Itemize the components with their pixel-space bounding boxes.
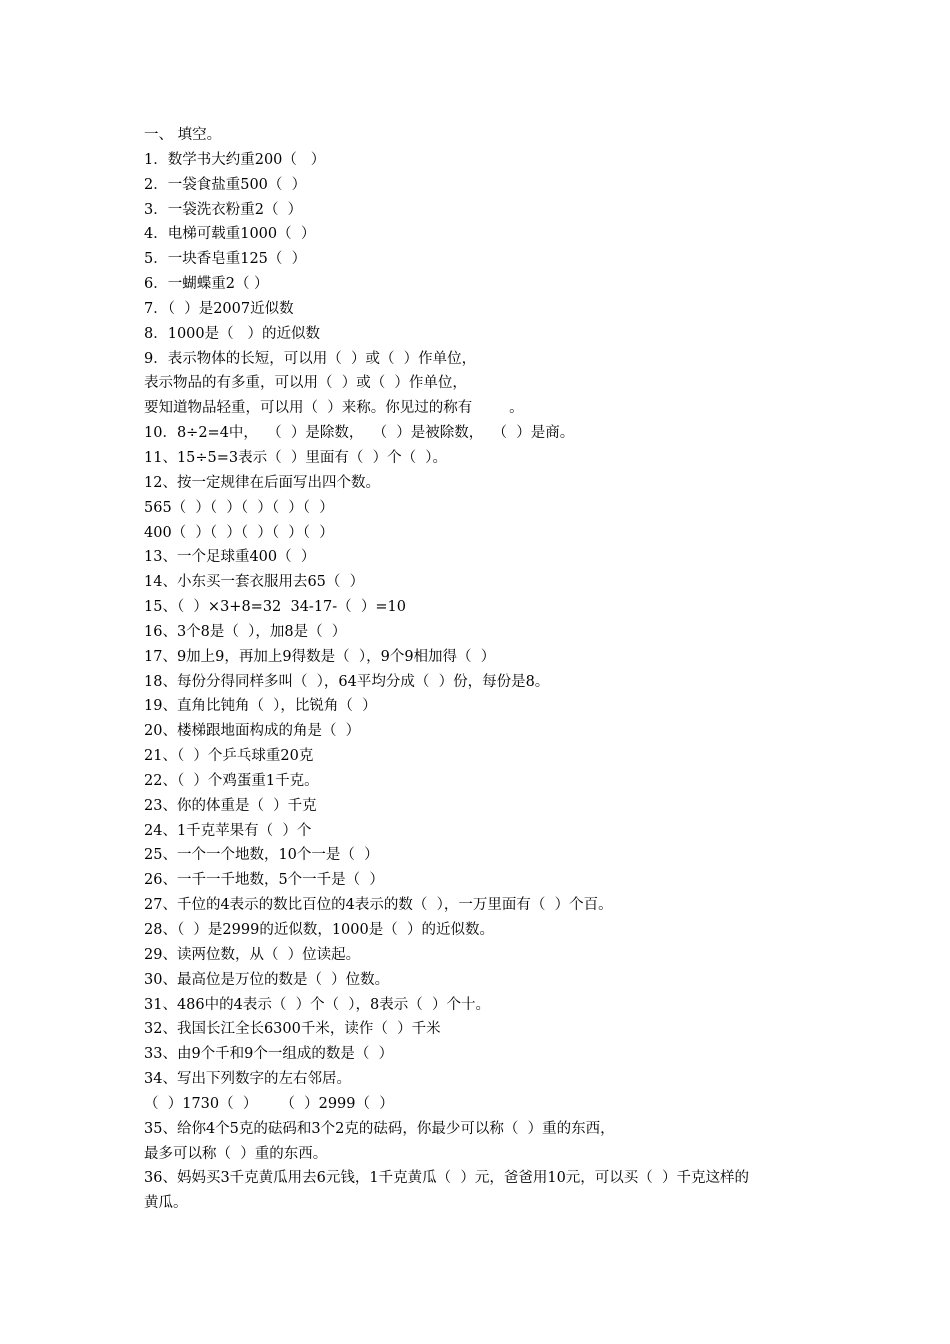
question-line: 6．一蝴蝶重2（ ）: [144, 276, 269, 293]
question-line: 2．一袋食盐重500（ ）: [144, 176, 307, 193]
question-line: 32、我国长江全长6300千米，读作（ ）千米: [144, 1021, 441, 1038]
question-line: 4．电梯可载重1000（ ）: [144, 226, 316, 243]
question-line: 9．表示物体的长短，可以用（ ）或（ ）作单位，: [144, 350, 477, 367]
section-heading: 一、 填空。: [144, 127, 222, 143]
question-line: 14、小东买一套衣服用去65（ ）: [144, 574, 365, 591]
question-line: 23、你的体重是（ ）千克: [144, 797, 317, 814]
worksheet-page: [144, 123, 824, 1216]
question-line: 7．（ ）是2007近似数: [144, 300, 294, 317]
question-line: 20、楼梯跟地面构成的角是（ ）: [144, 723, 361, 740]
question-line: 12、按一定规律在后面写出四个数。: [144, 474, 380, 491]
question-line: 18、每份分得同样多叫（ ），64平均分成（ ）份，每份是8。: [144, 673, 550, 690]
question-line: 10．8÷2=4中， （ ）是除数， （ ）是被除数， （ ）是商。: [144, 425, 575, 442]
question-line: 400（ ）（ ）（ ）（ ）（ ）: [144, 524, 334, 541]
question-line: 表示物品的有多重，可以用（ ）或（ ）作单位，: [144, 375, 467, 392]
question-line: 26、一千一千地数，5个一千是（ ）: [144, 872, 384, 889]
question-line: 17、9加上9，再加上9得数是（ ），9个9相加得（ ）: [144, 648, 496, 665]
question-line: 11、15÷5=3表示（ ）里面有（ ）个（ ）。: [144, 449, 448, 466]
question-line: 35、给你4个5克的砝码和3个2克的砝码，你最少可以称（ ）重的东西，: [144, 1120, 615, 1137]
question-line: 要知道物品轻重，可以用（ ）来称。你见过的称有 。: [144, 400, 524, 417]
question-line: 27、千位的4表示的数比百位的4表示的数（ ），一万里面有（ ）个百。: [144, 897, 613, 914]
question-line: 28、（ ）是2999的近似数，1000是（ ）的近似数。: [144, 922, 494, 938]
question-line: 34、写出下列数字的左右邻居。: [144, 1071, 351, 1088]
question-line: 29、读两位数，从（ ）位读起。: [144, 946, 361, 963]
question-line: 22、（ ）个鸡蛋重1千克。: [144, 772, 319, 789]
question-line: 8．1000是（ ）的近似数: [144, 325, 320, 342]
question-line: 24、1千克苹果有（ ）个: [144, 822, 312, 839]
question-line: 31、486中的4表示（ ）个（ ），8表示（ ）个十。: [144, 996, 490, 1013]
question-line: 21、（ ）个乒乓球重20克: [144, 748, 314, 765]
question-line: 15、（ ）×3+8=32 34-17-（ ）=10: [144, 599, 407, 616]
question-line: 16、3个8是（ ），加8是（ ）: [144, 623, 347, 640]
question-line: 19、直角比钝角（ ），比锐角（ ）: [144, 698, 377, 715]
question-line: 33、由9个千和9个一组成的数是（ ）: [144, 1046, 394, 1063]
question-line: 565（ ）（ ）（ ）（ ）（ ）: [144, 499, 334, 516]
question-line: 36、妈妈买3千克黄瓜用去6元钱，1千克黄瓜（ ）元，爸爸用10元，可以买（ ）千克这样的: [144, 1170, 750, 1187]
question-line: 25、一个一个地数，10个一是（ ）: [144, 847, 379, 864]
question-line: 13、一个足球重400（ ）: [144, 549, 316, 566]
question-line: 最多可以称（ ）重的东西。: [144, 1145, 328, 1162]
question-line: （ ）1730（ ） （ ）2999（ ）: [144, 1095, 394, 1112]
question-line: 30、最高位是万位的数是（ ）位数。: [144, 971, 390, 988]
question-line: 5．一块香皂重125（ ）: [144, 251, 307, 268]
question-line: 黄瓜。: [144, 1195, 188, 1212]
question-line: 3．一袋洗衣粉重2（ ）: [144, 201, 303, 218]
question-line: 1．数学书大约重200（ ）: [144, 151, 326, 168]
